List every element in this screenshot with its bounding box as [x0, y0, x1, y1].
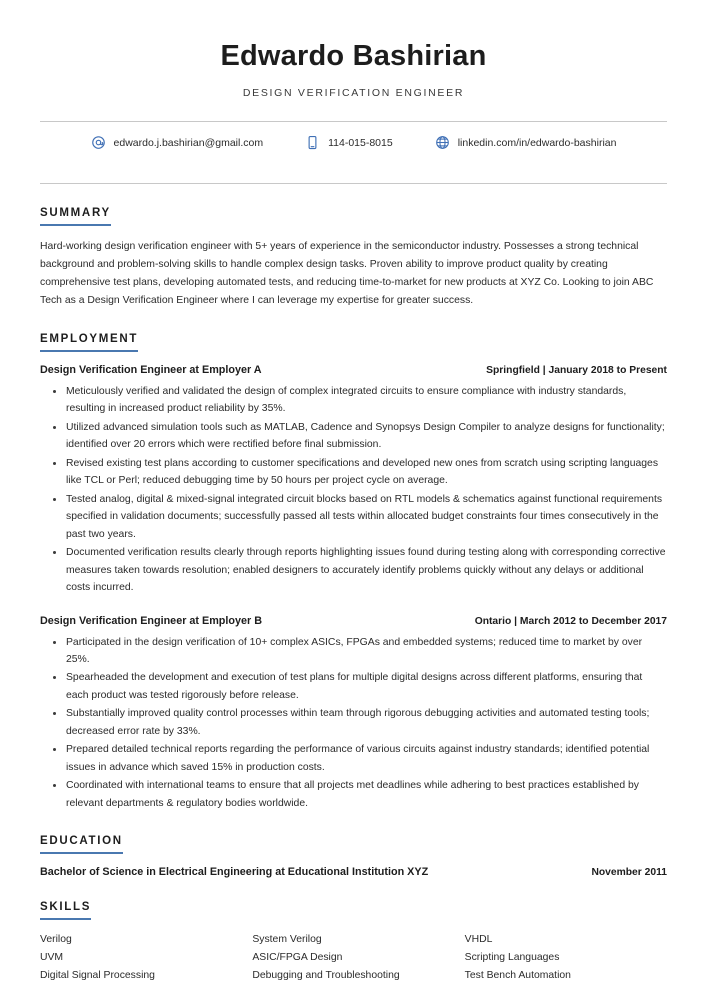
job-location-dates: Ontario | March 2012 to December 2017: [474, 615, 667, 627]
skill-item: System Verilog: [252, 934, 322, 946]
summary-text: Hard-working design verification engineer with 5+ years of experience in the semiconductor industry. Possesses a strong technical background and problem-solving skills to handle complex design tasks. Proven ability to improve product quality by creating comprehensive test plans, developing automated tests, and reducing time-to-market for new products at XYZ Co. Looking to join ABC Tech as a Design Verification Engineer where I can leverage my expertise for greater success.: [40, 241, 654, 307]
skill-item: ASIC/FPGA Design: [252, 952, 343, 964]
education-entry: [40, 866, 667, 878]
job-bullet: Tested analog, digital & mixed-signal integrated circuit blocks based on RTL models & schematics against functional requirements specified in validation documents; successfully passed all tests within allocated budget constraints four times consecutively in the past two years.: [66, 491, 667, 543]
section-summary: [40, 203, 667, 310]
job-bullets: [40, 634, 667, 813]
skill-item: Test Bench Automation: [464, 969, 571, 981]
job-bullet: Revised existing test plans according to customer specifications and developed new ones from scratch using scripting languages like TCL or Perl; reduced debugging time by 50 hours per project cycle on average.: [66, 455, 667, 490]
job-bullet: Participated in the design verification of 10+ complex ASICs, FPGAs and embedded systems; reduced time to market by over 25%.: [66, 634, 667, 669]
education-entry-header: [40, 866, 667, 878]
section-title-employment: EMPLOYMENT: [40, 333, 138, 352]
skill-item: UVM: [40, 952, 64, 964]
employment-entry: [40, 364, 667, 597]
employment-entry-header: [40, 615, 667, 627]
contact-email-text: edwardo.j.bashirian@gmail.com: [113, 136, 264, 149]
candidate-job-title: DESIGN VERIFICATION ENGINEER: [242, 87, 465, 100]
degree-date: November 2011: [591, 867, 667, 879]
employment-entry: [40, 615, 667, 813]
contact-phone[interactable]: [305, 135, 393, 150]
skill-item: Digital Signal Processing: [40, 969, 155, 981]
at-email-icon: [91, 135, 106, 150]
degree-title: Bachelor of Science in Electrical Engineering at Educational Institution XYZ: [40, 866, 429, 879]
section-title-summary: SUMMARY: [40, 207, 111, 226]
job-bullet: Utilized advanced simulation tools such as MATLAB, Cadence and Synopsys Design Compiler to analyze designs for functionality; identified over 20 errors which were rectified before final submission.: [66, 419, 667, 454]
skill-item: Debugging and Troubleshooting: [252, 969, 400, 981]
employment-entry-header: [40, 364, 667, 376]
section-skills: [40, 897, 667, 985]
contact-email[interactable]: [91, 135, 264, 150]
skill-item: Scripting Languages: [464, 952, 560, 964]
skill-item: Verilog: [40, 934, 72, 946]
job-bullet: Spearheaded the development and execution of test plans for multiple digital designs across different platforms, ensuring that each product was tested rigorously before release.: [66, 669, 667, 704]
job-bullets: [40, 383, 667, 597]
contact-phone-text: 114-015-8015: [328, 136, 393, 149]
job-location-dates: Springfield | January 2018 to Present: [486, 364, 667, 376]
globe-website-icon: [435, 135, 450, 150]
contact-row: [40, 122, 667, 162]
job-bullet: Prepared detailed technical reports regarding the performance of various circuits against industry standards; identified potential issues in advance which saved 15% in production costs.: [66, 741, 667, 776]
skill-item: VHDL: [464, 934, 493, 946]
job-bullet: Documented verification results clearly through reports highlighting issues found during testing along with corresponding corrective measures taken towards resolution; enabled designers to accurately identify problems quickly without any delays or additional costs incurred.: [66, 544, 667, 596]
contact-website-text: linkedin.com/in/edwardo-bashirian: [457, 136, 617, 149]
job-bullet: Meticulously verified and validated the design of complex integrated circuits to ensure compliance with industry standards, resulting in increased product reliability by 35%.: [66, 383, 667, 418]
resume-header: [40, 0, 667, 99]
candidate-name: Edwardo Bashirian: [220, 40, 487, 72]
section-employment: [40, 329, 667, 812]
mobile-phone-icon: [305, 135, 320, 150]
section-title-skills: SKILLS: [40, 901, 91, 920]
job-bullet: Coordinated with international teams to ensure that all projects met deadlines while adhering to best practices established by relevant departments & regulatory bodies worldwide.: [66, 777, 667, 812]
section-education: [40, 831, 667, 878]
job-bullet: Substantially improved quality control processes within team through rigorous debugging activities and automated testing tools; decreased error rate by 33%.: [66, 705, 667, 740]
job-title: Design Verification Engineer at Employer B: [40, 614, 262, 627]
job-title: Design Verification Engineer at Employer A: [40, 363, 262, 376]
section-title-education: EDUCATION: [40, 835, 123, 854]
header-divider-bottom: [40, 183, 667, 184]
skills-grid: [40, 932, 667, 985]
contact-website[interactable]: [435, 135, 617, 150]
